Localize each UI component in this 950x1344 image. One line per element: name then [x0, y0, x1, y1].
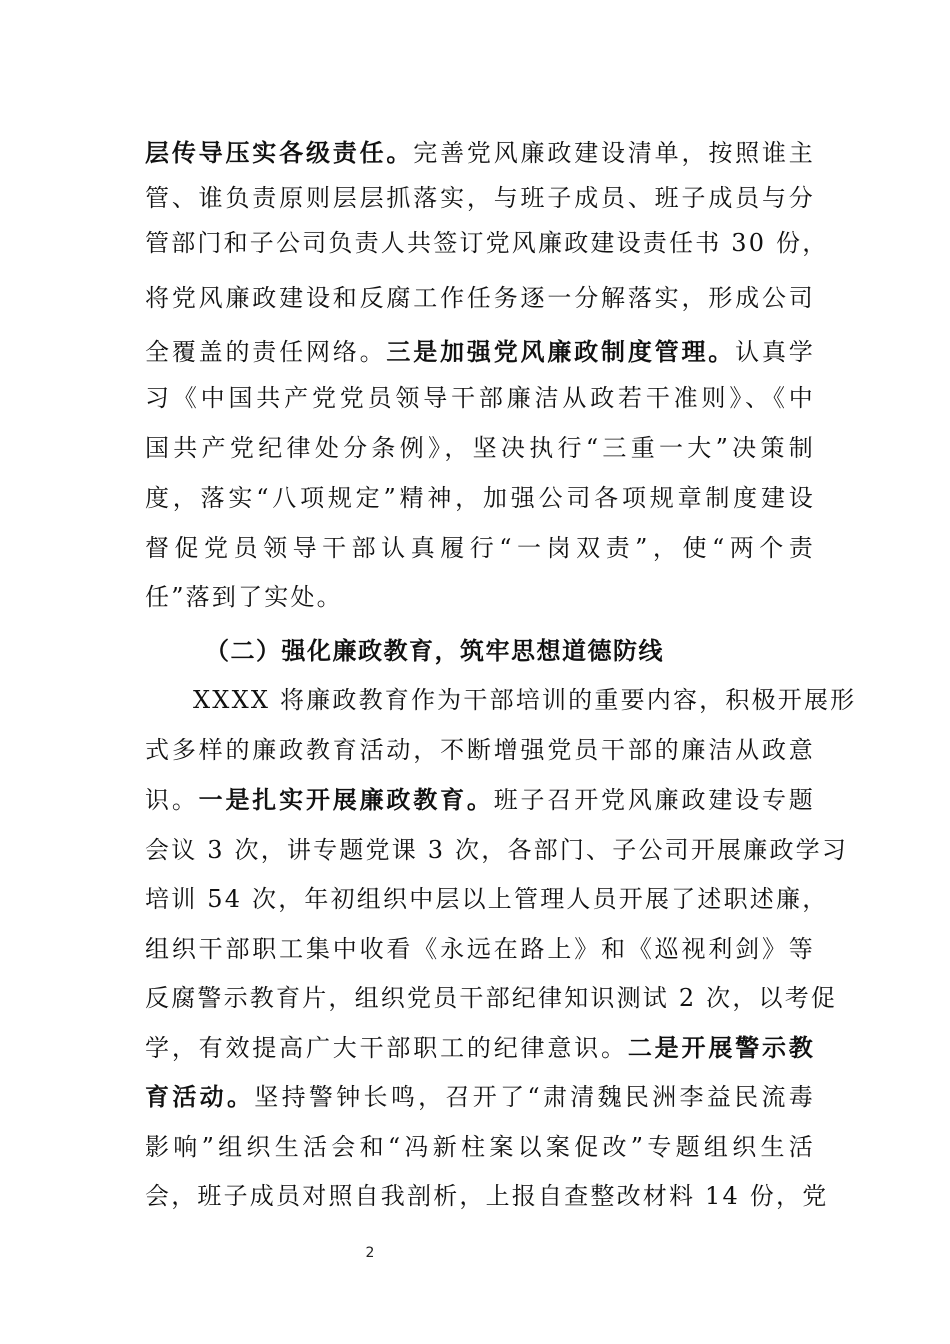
text-line: 会议 3 次，讲专题党课 3 次，各部门、子公司开展廉政学习	[145, 836, 849, 864]
text-line: 管、谁负责原则层层抓落实，与班子成员、班子成员与分	[145, 184, 815, 212]
text-line: 国共产党纪律处分条例》，坚决执行“三重一大”决策制	[145, 434, 815, 462]
text-line: 学，有效提高广大干部职工的纪律意识。二是开展警示教	[145, 1034, 815, 1062]
text-line: 组织干部职工集中收看《永远在路上》和《巡视利剑》等	[145, 935, 815, 963]
text-line: 识。一是扎实开展廉政教育。班子召开党风廉政建设专题	[145, 786, 816, 814]
text-line: 度，落实“八项规定”精神，加强公司各项规章制度建设	[145, 484, 815, 512]
bold-phrase: 一是扎实开展廉政教育。	[198, 786, 494, 814]
bold-phrase: 二是开展警示教	[627, 1034, 815, 1062]
bold-phrase: 三是加强党风廉政制度管理。	[386, 338, 736, 366]
text-line: 育活动。坚持警钟长鸣，召开了“肃清魏民洲李益民流毒	[145, 1083, 815, 1111]
text-line: 将党风廉政建设和反腐工作任务逐一分解落实，形成公司	[145, 284, 815, 312]
page-number: 2	[365, 1245, 375, 1261]
section-heading: （二）强化廉政教育，筑牢思想道德防线	[205, 637, 664, 665]
text-line: 层传导压实各级责任。完善党风廉政建设清单，按照谁主	[145, 139, 815, 167]
text-line: 培训 54 次，年初组织中层以上管理人员开展了述职述廉，	[145, 885, 829, 913]
text-line: 任”落到了实处。	[145, 583, 343, 611]
text-line: 反腐警示教育片，组织党员干部纪律知识测试 2 次，以考促	[145, 984, 838, 1012]
text-line: 管部门和子公司负责人共签订党风廉政建设责任书 30 份，	[145, 229, 829, 257]
text-line: 影响”组织生活会和“冯新柱案以案促改”专题组织生活	[145, 1133, 815, 1161]
text-line: 式多样的廉政教育活动，不断增强党员干部的廉洁从政意	[145, 736, 815, 764]
text-line: 督促党员领导干部认真履行“一岗双责”，使“两个责	[145, 534, 815, 562]
text-line: 全覆盖的责任网络。三是加强党风廉政制度管理。认真学	[145, 338, 815, 366]
text-line: 会，班子成员对照自我剖析，上报自查整改材料 14 份，党	[145, 1182, 829, 1210]
bold-phrase: 育活动。	[145, 1083, 255, 1111]
text-line: 习《中国共产党党员领导干部廉洁从政若干准则》、《中	[145, 384, 815, 412]
bold-phrase: 层传导压实各级责任。	[145, 139, 414, 167]
text-line: XXXX 将廉政教育作为干部培训的重要内容，积极开展形	[193, 686, 857, 714]
